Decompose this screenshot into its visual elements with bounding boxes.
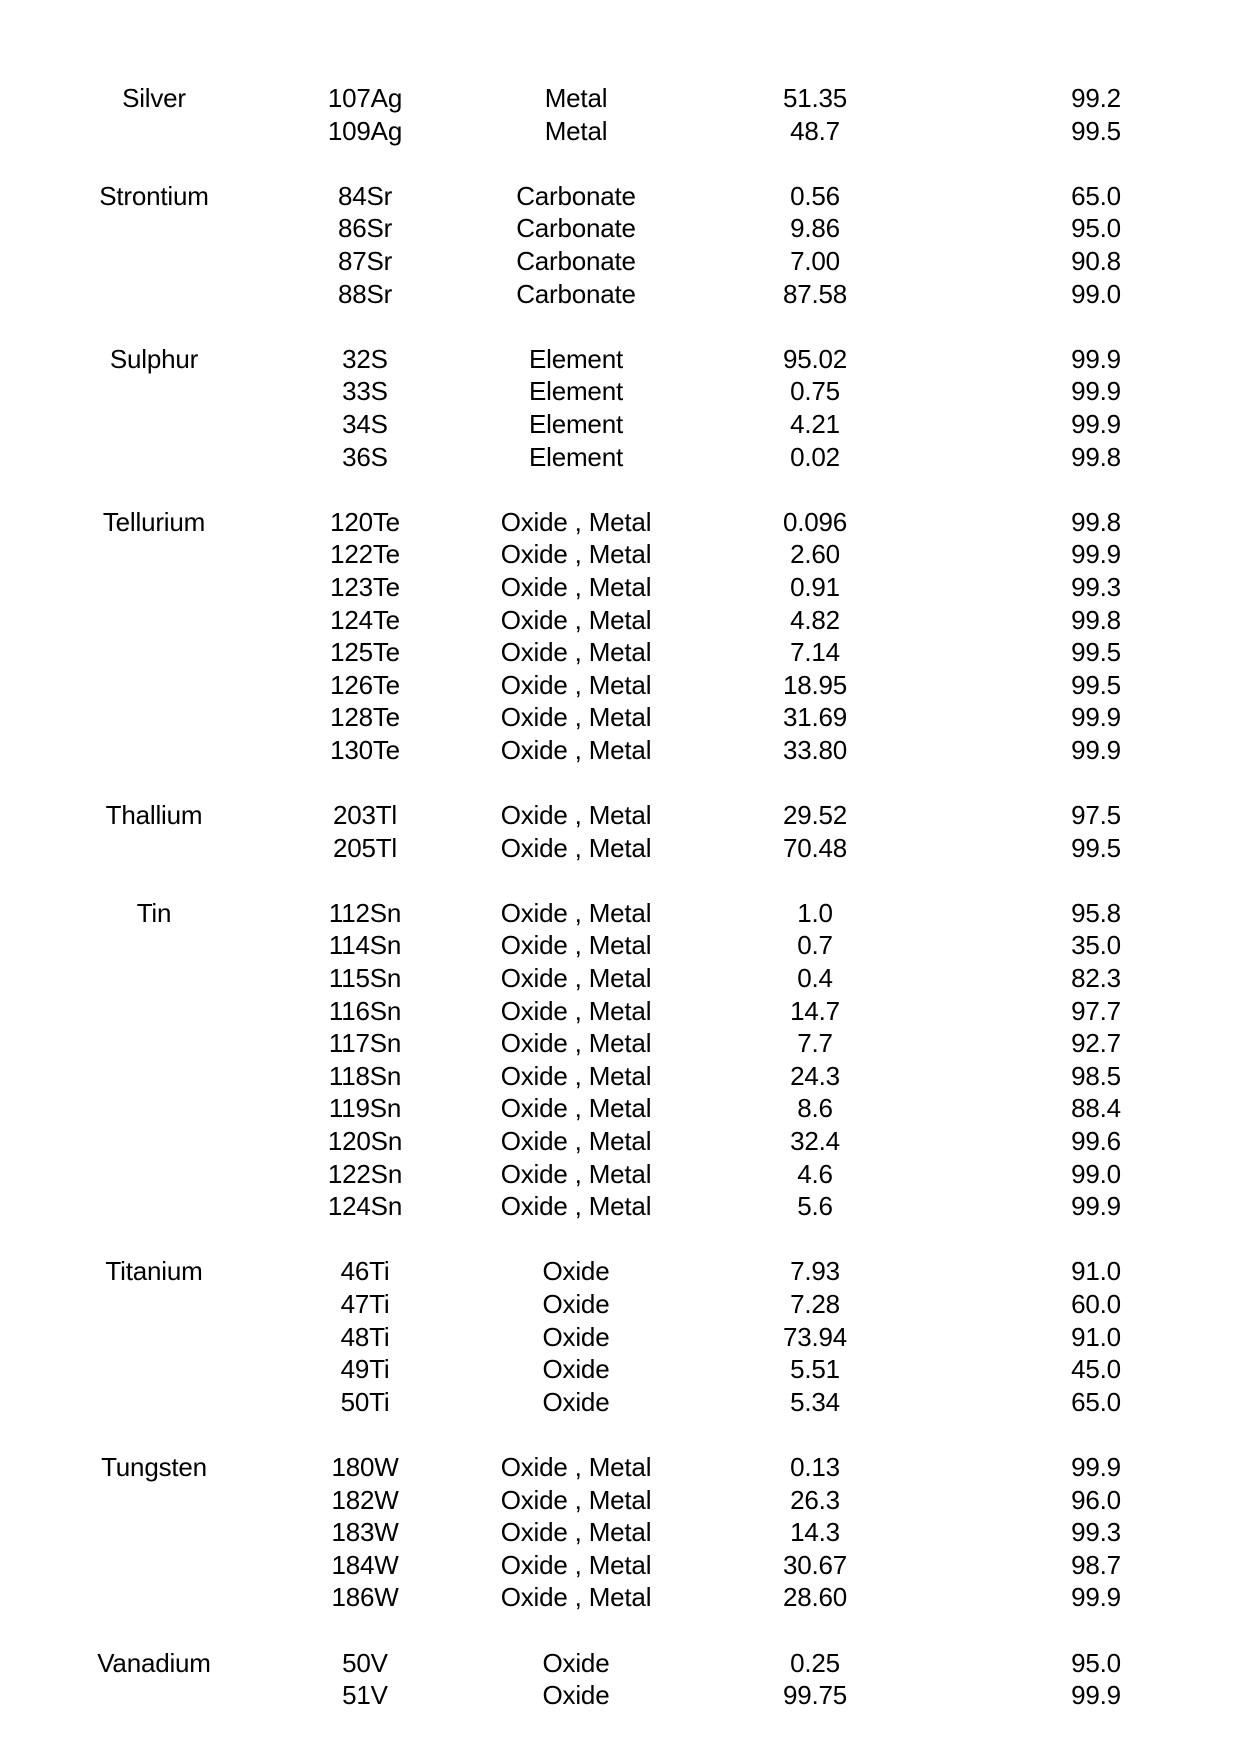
form-cell: Element (529, 441, 623, 472)
table-row (44, 669, 1241, 702)
isotope-cell: 183W (331, 1517, 399, 1548)
table-row (44, 1516, 1241, 1549)
form-cell: Oxide , Metal (500, 1451, 652, 1482)
abundance-cell: 4.6 (797, 1158, 833, 1189)
isotope-cell: 87Sr (337, 245, 393, 276)
element-cell (44, 734, 264, 767)
table-row (44, 538, 1241, 571)
table-row (44, 1386, 1241, 1419)
form-cell: Oxide , Metal (500, 963, 652, 994)
isotope-cell: 47Ti (340, 1288, 390, 1319)
isotope-cell: 114Sn (328, 930, 402, 961)
form-cell: Carbonate (516, 213, 636, 244)
abundance-cell: 31.69 (782, 702, 848, 733)
element-cell (44, 1353, 264, 1386)
isotope-cell: 120Te (330, 506, 400, 537)
abundance-cell: 5.34 (790, 1386, 840, 1417)
enrichment-cell: 95.0 (1071, 1647, 1121, 1678)
enrichment-cell: 99.3 (1071, 1517, 1121, 1548)
element-cell (44, 1484, 264, 1517)
enrichment-cell: 99.9 (1071, 376, 1121, 407)
table-row (44, 212, 1241, 245)
isotope-cell: 182W (331, 1484, 399, 1515)
table-row (44, 636, 1241, 669)
table-row (44, 897, 1241, 930)
isotope-cell: 34S (342, 408, 388, 439)
form-cell: Oxide , Metal (500, 1158, 652, 1189)
abundance-cell: 4.82 (790, 604, 840, 635)
element-cell (44, 1581, 264, 1614)
enrichment-cell: 65.0 (1071, 180, 1121, 211)
abundance-cell: 24.3 (790, 1060, 840, 1091)
form-cell: Oxide , Metal (500, 637, 652, 668)
element-group (44, 1255, 1241, 1418)
element-cell (44, 441, 264, 474)
abundance-cell: 0.75 (790, 376, 840, 407)
enrichment-cell: 99.8 (1071, 441, 1121, 472)
form-cell: Oxide , Metal (500, 930, 652, 961)
enrichment-cell: 99.0 (1071, 1158, 1121, 1189)
table-row (44, 82, 1241, 115)
table-row (44, 1288, 1241, 1321)
form-cell: Oxide (542, 1386, 610, 1417)
table-row (44, 1581, 1241, 1614)
isotope-cell: 118Sn (328, 1060, 402, 1091)
form-cell: Oxide , Metal (500, 1126, 652, 1156)
table-row (44, 701, 1241, 734)
isotope-cell: 51V (342, 1680, 388, 1711)
isotope-cell: 128Te (330, 702, 400, 733)
element-cell (44, 1288, 264, 1321)
isotope-cell: 88Sr (337, 278, 393, 309)
form-cell: Oxide , Metal (500, 506, 652, 537)
abundance-cell: 0.25 (790, 1647, 840, 1678)
abundance-cell: 1.0 (797, 897, 833, 928)
enrichment-cell: 99.9 (1071, 702, 1121, 733)
element-cell (44, 1386, 264, 1419)
element-cell (44, 604, 264, 637)
abundance-cell: 2.60 (790, 539, 840, 570)
element-cell (44, 636, 264, 669)
abundance-cell: 0.7 (797, 930, 833, 961)
element-cell (44, 1125, 264, 1158)
form-cell: Oxide , Metal (500, 800, 652, 831)
isotope-cell: 203Tl (332, 800, 398, 831)
isotope-cell: 48Ti (340, 1321, 390, 1352)
form-cell: Oxide (542, 1288, 610, 1319)
table-row (44, 1451, 1241, 1484)
element-cell (44, 1321, 264, 1354)
enrichment-cell: 99.8 (1071, 506, 1121, 537)
abundance-cell: 14.3 (790, 1517, 840, 1548)
element-group (44, 799, 1241, 864)
isotope-cell: 50Ti (340, 1386, 390, 1417)
table-row (44, 343, 1241, 376)
enrichment-cell: 88.4 (1071, 1093, 1121, 1124)
abundance-cell: 99.75 (782, 1680, 848, 1711)
element-cell: Vanadium (97, 1647, 211, 1678)
table-row (44, 408, 1241, 441)
isotope-cell: 180W (331, 1451, 399, 1482)
table-row (44, 995, 1241, 1028)
enrichment-cell: 97.5 (1071, 800, 1121, 831)
enrichment-cell: 99.5 (1071, 669, 1121, 700)
table-row (44, 441, 1241, 474)
element-cell: Tellurium (102, 506, 206, 537)
element-cell (44, 278, 264, 311)
form-cell: Oxide , Metal (500, 702, 652, 733)
enrichment-cell: 99.9 (1071, 734, 1121, 765)
enrichment-cell: 97.7 (1071, 995, 1121, 1026)
enrichment-cell: 99.8 (1071, 604, 1121, 635)
table-row (44, 734, 1241, 767)
table-row (44, 1092, 1241, 1125)
element-cell (44, 1027, 264, 1060)
abundance-cell: 7.00 (790, 245, 840, 276)
isotope-cell: 120Sn (327, 1126, 403, 1156)
element-cell: Sulphur (109, 343, 199, 374)
abundance-cell: 7.7 (797, 1028, 833, 1059)
enrichment-cell: 99.5 (1071, 115, 1121, 146)
enrichment-cell: 98.5 (1071, 1060, 1121, 1091)
table-row (44, 506, 1241, 539)
element-cell (44, 929, 264, 962)
isotope-cell: 125Te (330, 637, 400, 668)
form-cell: Oxide , Metal (500, 995, 652, 1026)
table-row (44, 1190, 1241, 1223)
isotope-cell: 109Ag (327, 115, 403, 146)
table-row (44, 245, 1241, 278)
isotope-cell: 116Sn (328, 995, 402, 1026)
table-row (44, 1255, 1241, 1288)
enrichment-cell: 98.7 (1071, 1549, 1121, 1580)
enrichment-cell: 99.9 (1071, 1191, 1121, 1222)
element-cell (44, 1190, 264, 1223)
enrichment-cell: 92.7 (1071, 1028, 1121, 1059)
element-cell: Titanium (105, 1256, 203, 1287)
enrichment-cell: 99.9 (1071, 1451, 1121, 1482)
element-cell (44, 1060, 264, 1093)
isotope-cell: 130Te (330, 734, 400, 765)
table-row (44, 1353, 1241, 1386)
form-cell: Oxide (542, 1647, 610, 1678)
form-cell: Carbonate (516, 245, 636, 276)
element-group (44, 180, 1241, 310)
abundance-cell: 51.35 (782, 83, 848, 113)
element-cell (44, 1092, 264, 1125)
element-cell (44, 212, 264, 245)
isotope-cell: 205Tl (332, 832, 398, 863)
element-cell (44, 115, 264, 148)
enrichment-cell: 65.0 (1071, 1386, 1121, 1417)
element-cell (44, 245, 264, 278)
table-row (44, 929, 1241, 962)
isotope-cell: 86Sr (337, 213, 393, 244)
abundance-cell: 0.02 (790, 441, 840, 472)
enrichment-cell: 35.0 (1071, 930, 1121, 961)
form-cell: Carbonate (516, 278, 636, 309)
enrichment-cell: 99.9 (1071, 1582, 1121, 1613)
abundance-cell: 7.28 (790, 1288, 840, 1319)
form-cell: Oxide , Metal (500, 669, 652, 700)
abundance-cell: 14.7 (790, 995, 840, 1026)
form-cell: Oxide , Metal (500, 1093, 652, 1124)
table-row (44, 1060, 1241, 1093)
element-cell (44, 1158, 264, 1191)
enrichment-cell: 82.3 (1071, 963, 1121, 994)
element-cell (44, 669, 264, 702)
isotope-cell: 126Te (330, 669, 400, 700)
form-cell: Oxide , Metal (500, 1549, 652, 1580)
enrichment-cell: 99.9 (1071, 408, 1121, 439)
abundance-cell: 48.7 (790, 115, 840, 146)
form-cell: Element (529, 408, 623, 439)
form-cell: Oxide , Metal (500, 1517, 652, 1548)
element-group (44, 1647, 1241, 1712)
isotope-cell: 112Sn (328, 897, 402, 928)
form-cell: Oxide , Metal (500, 1582, 652, 1613)
enrichment-cell: 99.9 (1071, 1680, 1121, 1711)
form-cell: Oxide , Metal (500, 539, 652, 570)
element-cell (44, 375, 264, 408)
form-cell: Element (529, 376, 623, 407)
table-row (44, 278, 1241, 311)
form-cell: Oxide , Metal (500, 1484, 652, 1515)
element-cell (44, 962, 264, 995)
abundance-cell: 8.6 (797, 1093, 833, 1124)
isotope-cell: 122Sn (327, 1158, 403, 1189)
isotope-cell: 119Sn (328, 1093, 402, 1124)
isotope-cell: 50V (342, 1647, 388, 1678)
element-cell: Thallium (105, 800, 203, 831)
form-cell: Oxide , Metal (500, 1191, 652, 1222)
table-row (44, 1158, 1241, 1191)
isotope-cell: 84Sr (337, 180, 393, 211)
enrichment-cell: 99.5 (1071, 637, 1121, 668)
form-cell: Oxide (542, 1256, 610, 1287)
element-cell (44, 1549, 264, 1582)
abundance-cell: 28.60 (782, 1582, 848, 1613)
abundance-cell: 33.80 (782, 734, 848, 765)
isotope-cell: 36S (342, 441, 388, 472)
abundance-cell: 29.52 (782, 800, 848, 831)
table-row (44, 962, 1241, 995)
element-cell (44, 832, 264, 865)
element-cell: Strontium (99, 180, 209, 211)
isotope-cell: 124Te (330, 604, 400, 635)
enrichment-cell: 60.0 (1071, 1288, 1121, 1319)
table-row (44, 1027, 1241, 1060)
enrichment-cell: 99.6 (1071, 1126, 1121, 1156)
isotope-cell: 186W (331, 1582, 399, 1613)
enrichment-cell: 99.3 (1071, 571, 1121, 602)
abundance-cell: 0.4 (797, 963, 833, 994)
abundance-cell: 30.67 (782, 1549, 848, 1580)
enrichment-cell: 99.9 (1071, 343, 1121, 374)
abundance-cell: 5.6 (797, 1191, 833, 1222)
element-cell: Tin (136, 897, 172, 928)
isotope-cell: 184W (331, 1549, 399, 1580)
enrichment-cell: 99.2 (1071, 83, 1121, 113)
element-cell (44, 995, 264, 1028)
abundance-cell: 0.13 (790, 1451, 840, 1482)
abundance-cell: 0.096 (782, 506, 848, 537)
abundance-cell: 95.02 (782, 343, 848, 374)
form-cell: Oxide , Metal (500, 897, 652, 928)
table-row (44, 1125, 1241, 1158)
table-row (44, 1549, 1241, 1582)
abundance-cell: 5.51 (790, 1354, 840, 1385)
element-cell (44, 1679, 264, 1712)
form-cell: Oxide (542, 1354, 610, 1385)
enrichment-cell: 96.0 (1071, 1484, 1121, 1515)
enrichment-cell: 99.5 (1071, 832, 1121, 863)
element-cell (44, 701, 264, 734)
table-row (44, 832, 1241, 865)
isotope-cell: 32S (342, 343, 388, 374)
table-row (44, 1647, 1241, 1680)
abundance-cell: 26.3 (790, 1484, 840, 1515)
isotope-cell: 49Ti (340, 1354, 390, 1385)
abundance-cell: 7.93 (790, 1256, 840, 1287)
element-group (44, 82, 1241, 147)
abundance-cell: 73.94 (782, 1321, 848, 1352)
enrichment-cell: 90.8 (1071, 245, 1121, 276)
form-cell: Oxide , Metal (500, 734, 652, 765)
form-cell: Metal (544, 83, 608, 113)
table-row (44, 1679, 1241, 1712)
abundance-cell: 18.95 (782, 669, 848, 700)
isotope-cell: 115Sn (328, 963, 402, 994)
enrichment-cell: 99.0 (1071, 278, 1121, 309)
isotope-cell: 124Sn (327, 1191, 403, 1222)
isotope-cell: 122Te (330, 539, 400, 570)
form-cell: Oxide , Metal (500, 604, 652, 635)
table-row (44, 180, 1241, 213)
element-cell (44, 408, 264, 441)
element-group (44, 506, 1241, 767)
enrichment-cell: 91.0 (1071, 1256, 1121, 1287)
table-row (44, 604, 1241, 637)
enrichment-cell: 99.9 (1071, 539, 1121, 570)
table-row (44, 115, 1241, 148)
element-cell (44, 571, 264, 604)
abundance-cell: 9.86 (790, 213, 840, 244)
isotope-cell: 123Te (330, 571, 400, 602)
form-cell: Oxide , Metal (500, 1028, 652, 1059)
form-cell: Oxide , Metal (500, 1060, 652, 1091)
form-cell: Element (529, 343, 623, 374)
table-row (44, 799, 1241, 832)
element-group (44, 897, 1241, 1223)
form-cell: Metal (544, 115, 608, 146)
form-cell: Oxide (542, 1680, 610, 1711)
table-row (44, 1321, 1241, 1354)
element-cell: Silver (122, 83, 186, 113)
enrichment-cell: 95.0 (1071, 213, 1121, 244)
element-cell (44, 538, 264, 571)
abundance-cell: 4.21 (790, 408, 840, 439)
isotope-cell: 107Ag (327, 83, 403, 113)
isotope-cell: 46Ti (340, 1256, 390, 1287)
isotope-cell: 117Sn (328, 1028, 402, 1059)
abundance-cell: 7.14 (790, 637, 840, 668)
table-row (44, 571, 1241, 604)
element-cell: Tungsten (101, 1451, 207, 1482)
form-cell: Oxide , Metal (500, 571, 652, 602)
form-cell: Carbonate (516, 180, 636, 211)
abundance-cell: 0.56 (790, 180, 840, 211)
abundance-cell: 0.91 (790, 571, 840, 602)
element-group (44, 1451, 1241, 1614)
form-cell: Oxide (542, 1321, 610, 1352)
enrichment-cell: 95.8 (1071, 897, 1121, 928)
form-cell: Oxide , Metal (500, 832, 652, 863)
table-row (44, 1484, 1241, 1517)
element-group (44, 343, 1241, 473)
enrichment-cell: 45.0 (1071, 1354, 1121, 1385)
abundance-cell: 87.58 (782, 278, 848, 309)
abundance-cell: 70.48 (782, 832, 848, 863)
enrichment-cell: 91.0 (1071, 1321, 1121, 1352)
abundance-cell: 32.4 (790, 1126, 840, 1156)
table-row (44, 375, 1241, 408)
isotope-cell: 33S (342, 376, 388, 407)
element-cell (44, 1516, 264, 1549)
